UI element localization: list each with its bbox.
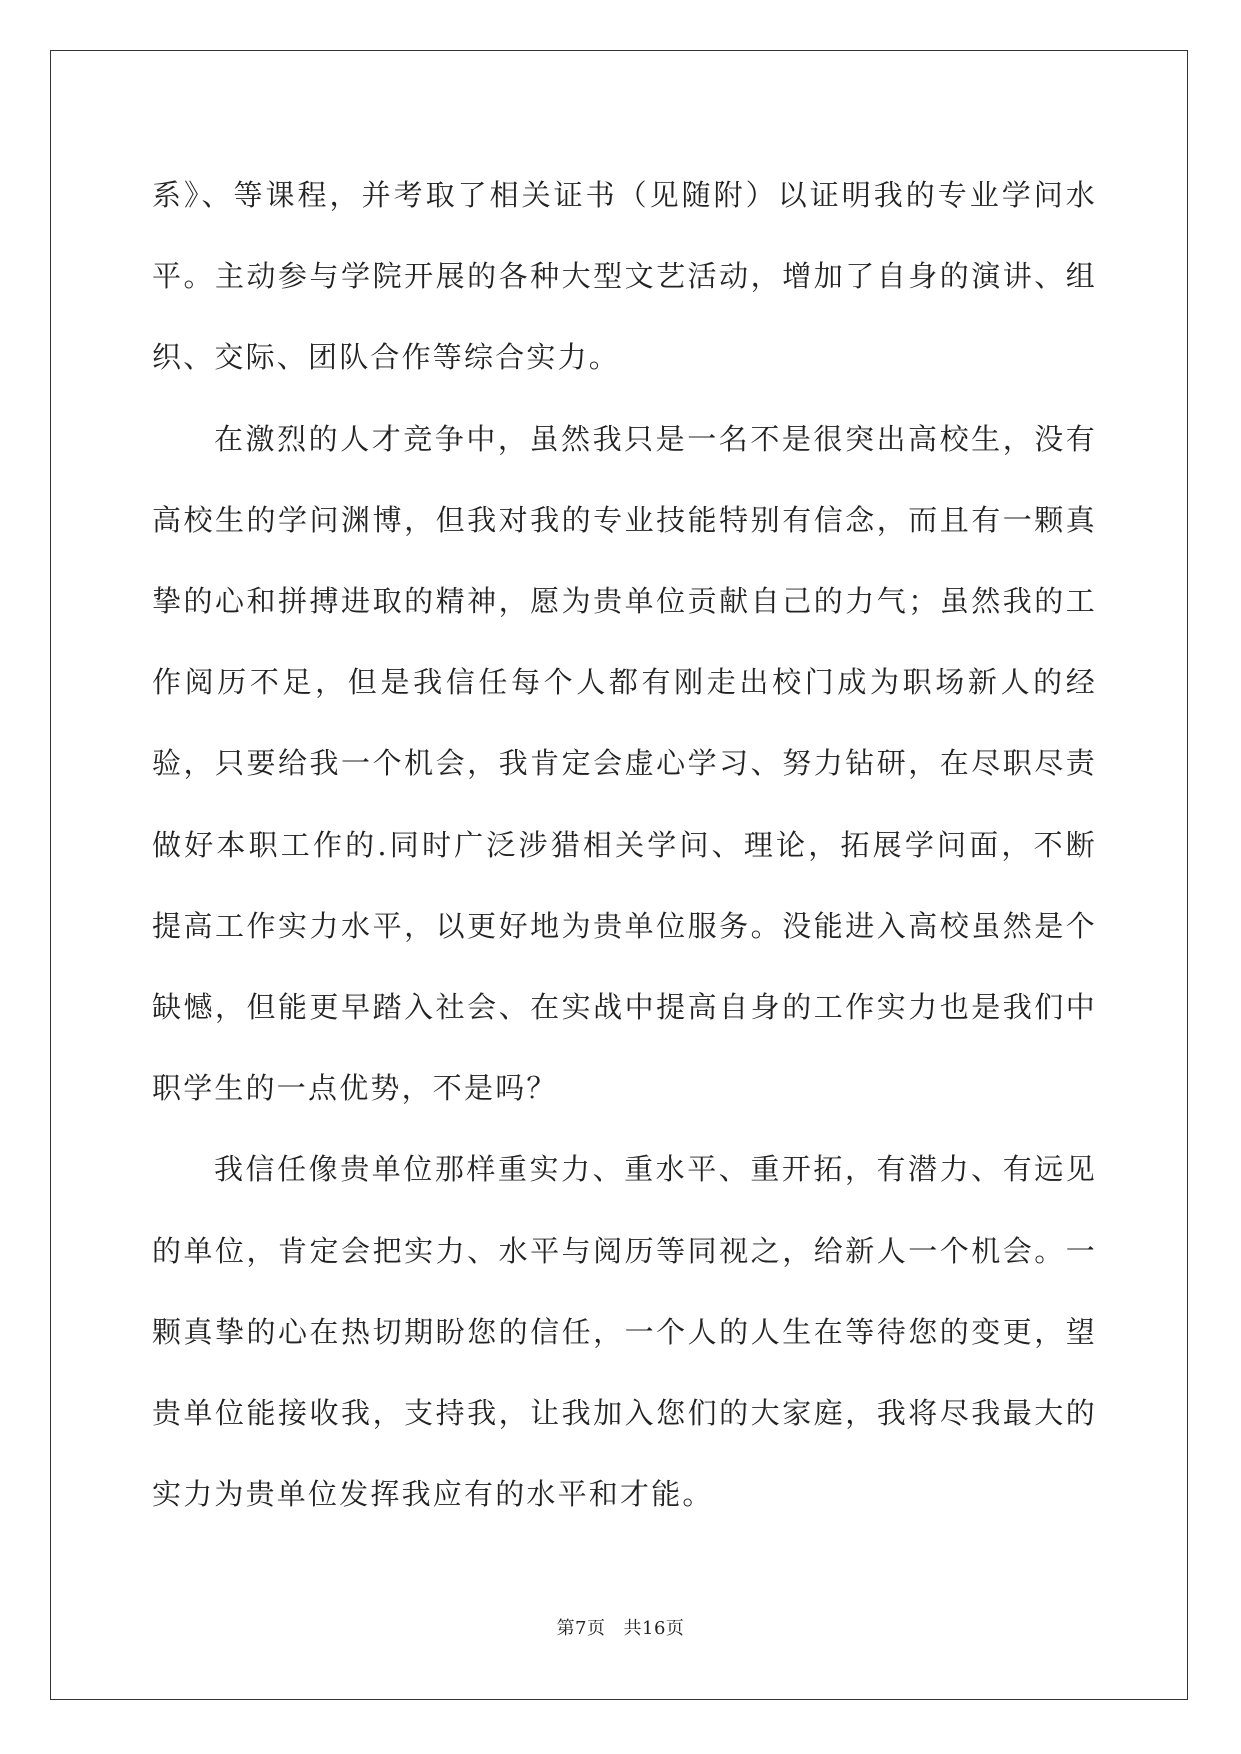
- document-body: [152, 155, 1097, 1535]
- page-number: 第7页: [556, 1618, 606, 1639]
- page-footer: [0, 1617, 1241, 1641]
- paragraph-3: 我信任像贵单位那样重实力、重水平、重开拓，有潜力、有远见的单位，肯定会把实力、水平与阅历等同视之，给新人一个机会。一颗真挚的心在热切期盼您的信任，一个人的人生在等待您的变更，望贵单位能接收我，支持我，让我加入您们的大家庭，我将尽我最大的实力为贵单位发挥我应有的水平和才能。: [152, 1152, 1097, 1512]
- page-total: 共16页: [623, 1618, 685, 1639]
- paragraph-2: 在激烈的人才竞争中，虽然我只是一名不是很突出高校生，没有高校生的学问渊博，但我对我的专业技能特别有信念，而且有一颗真挚的心和拼搏进取的精神，愿为贵单位贡献自己的力气；虽然我的工作阅历不足，但是我信任每个人都有刚走出校门成为职场新人的经验，只要给我一个机会，我肯定会虚心学习、努力钻研，在尽职尽责做好本职工作的.同时广泛涉猎相关学问、理论，拓展学问面，不断提高工作实力水平，以更好地为贵单位服务。没能进入高校虽然是个缺憾，但能更早踏入社会、在实战中提高自身的工作实力也是我们中职学生的一点优势，不是吗？: [152, 421, 1097, 1106]
- paragraph-1: 系》、等课程，并考取了相关证书（见随附）以证明我的专业学问水平。主动参与学院开展的各种大型文艺活动，增加了自身的演讲、组织、交际、团队合作等综合实力。: [152, 178, 1097, 375]
